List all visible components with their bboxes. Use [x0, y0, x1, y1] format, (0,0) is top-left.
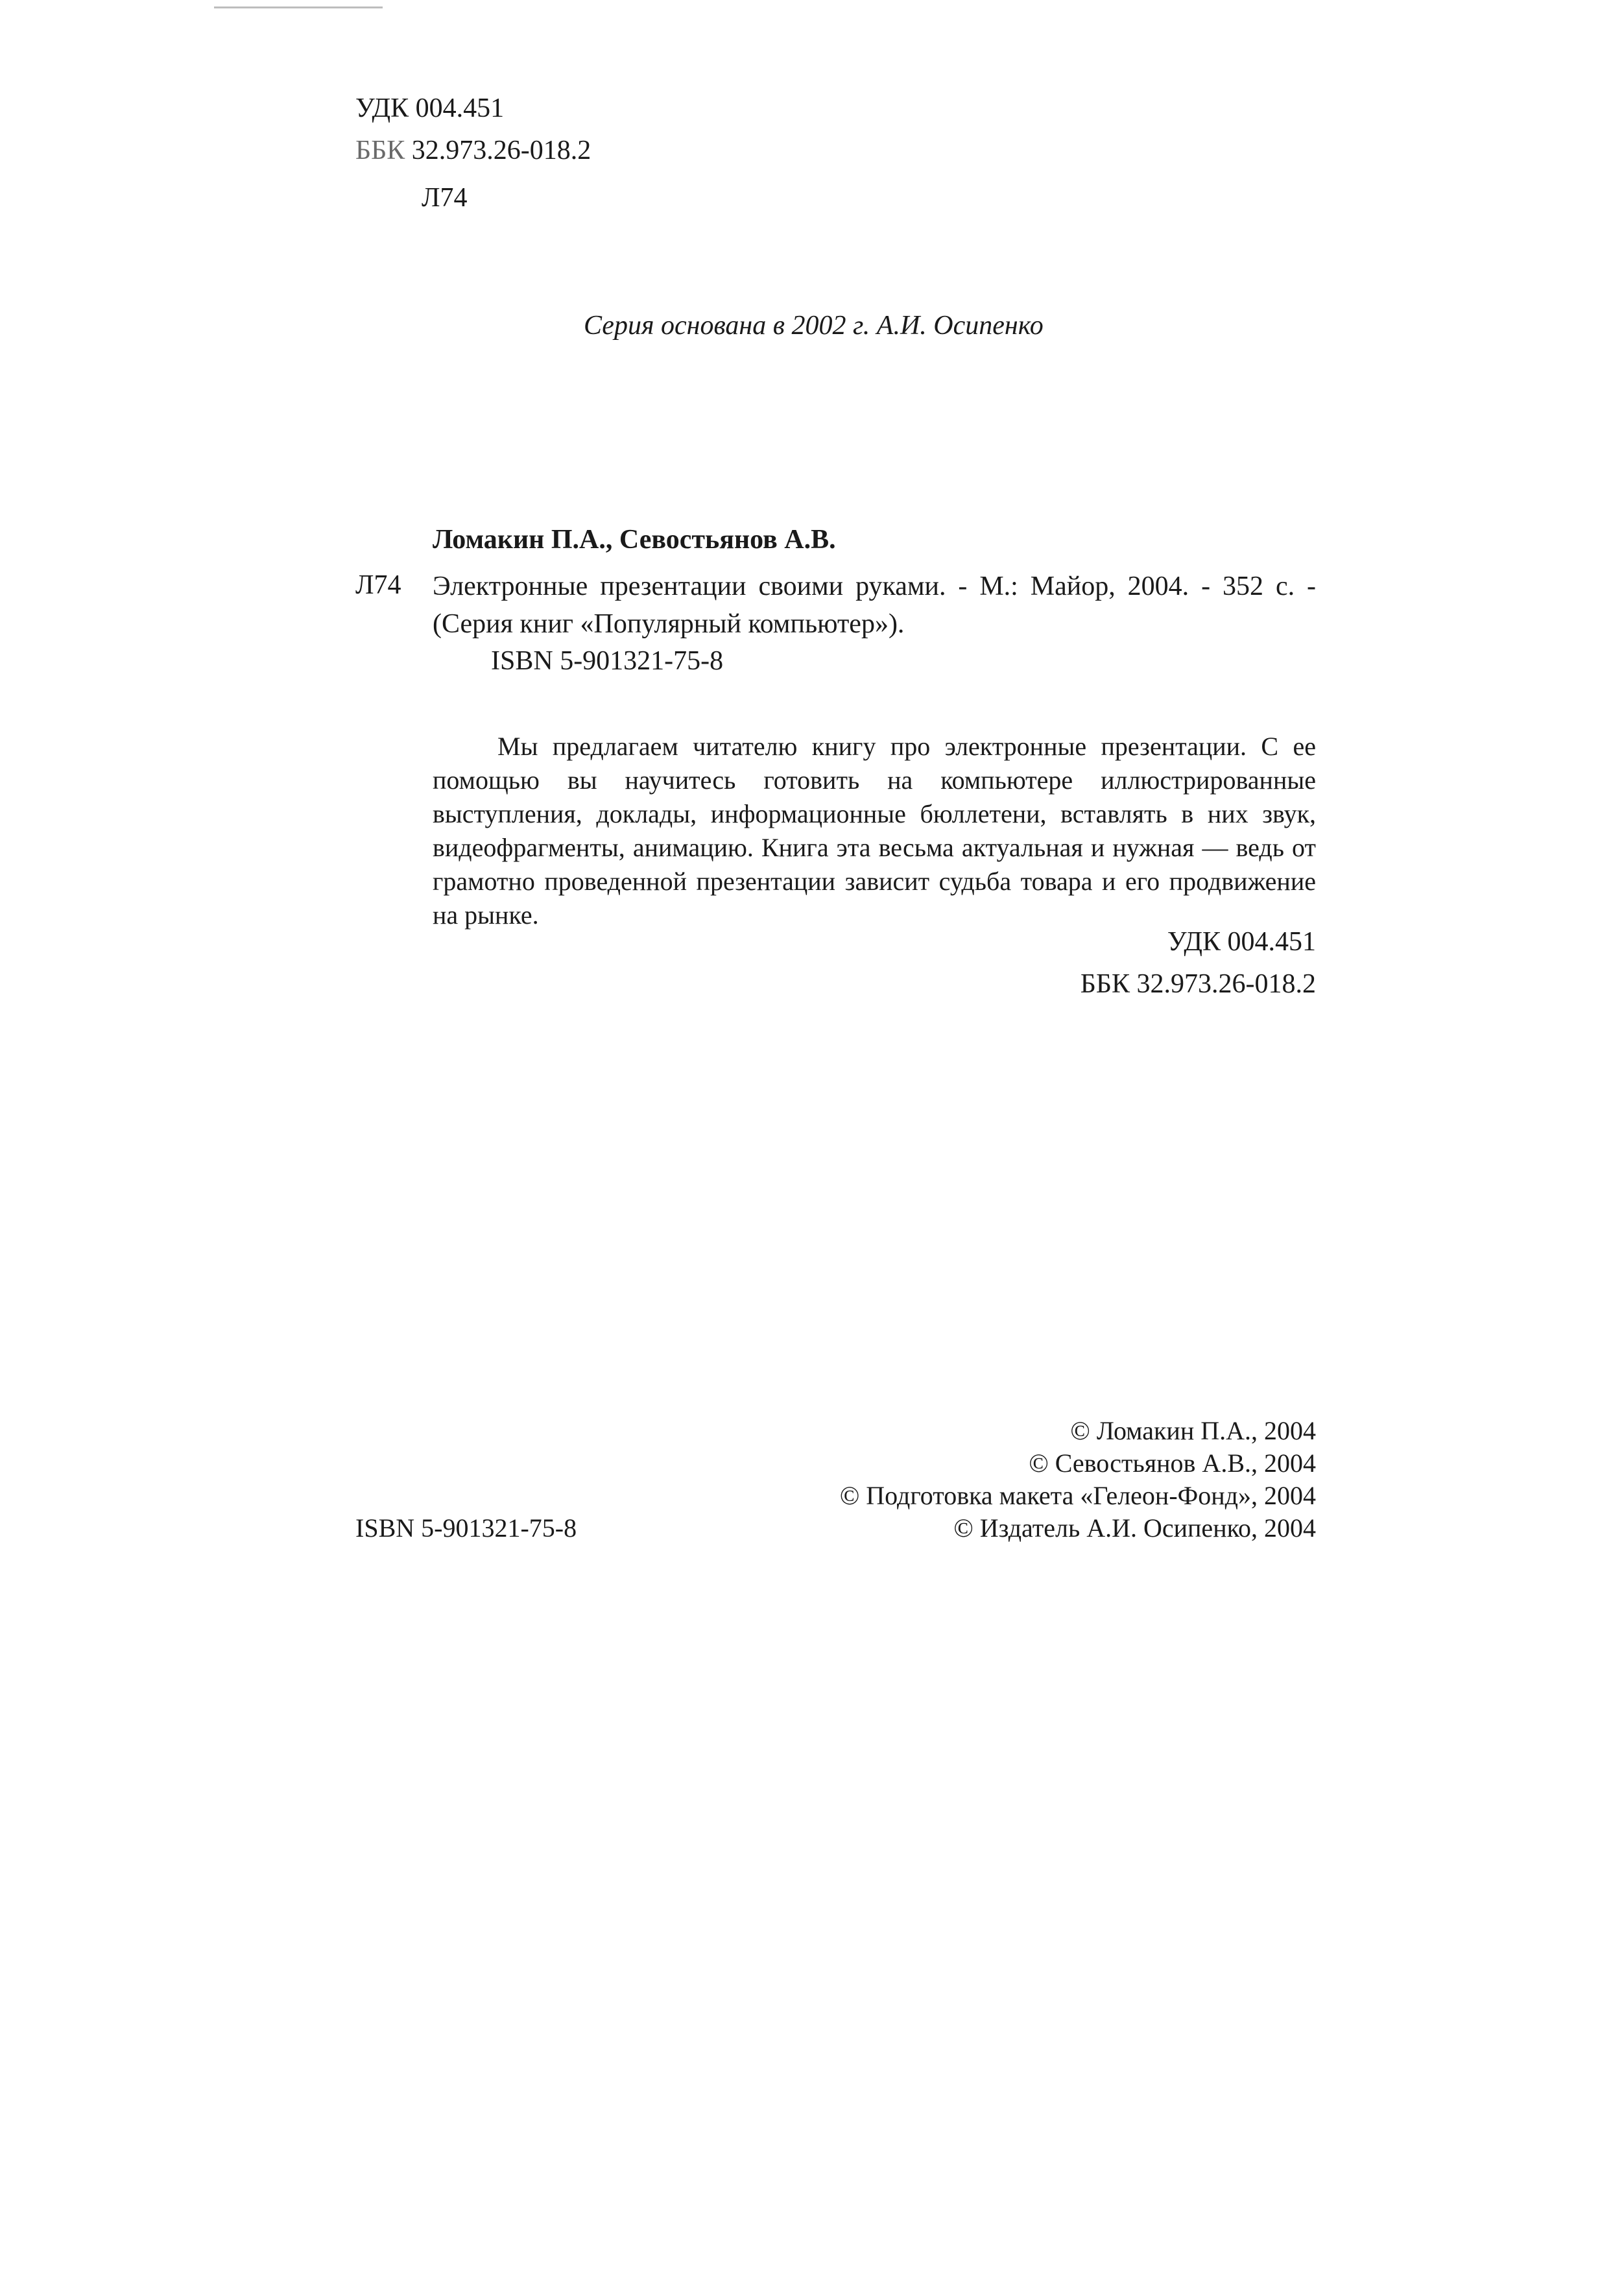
copyright-line-4: © Издатель А.И. Осипенко, 2004 — [953, 1513, 1316, 1543]
record-authors: Ломакин П.А., Севостьянов А.В. — [433, 525, 836, 555]
bbk-label: ББК — [355, 136, 405, 165]
bbk-line — [355, 133, 591, 169]
udk-code: 004.451 — [415, 93, 505, 123]
record-description: Электронные презентации своими руками. - М.: Майор, 2004. - 352 с. - (Серия книг «Популярный компьютер»). — [433, 571, 1316, 639]
record-isbn: ISBN 5-901321-75-8 — [491, 646, 724, 676]
copyright-line-1: © Ломакин П.А., 2004 — [1070, 1416, 1316, 1445]
record-bbk: ББК 32.973.26-018.2 — [1080, 969, 1316, 999]
author-sign: Л74 — [422, 183, 468, 213]
abstract-text: Мы предлагаем читателю книгу про электронные презентации. С ее помощью вы научитесь готовить на компьютере иллюстрированные выступления, доклады, информационные бюллетени, вставлять в них звук, видеофрагменты, анимацию. Книга эта весьма актуальная и нужная — ведь от грамотно проведенной презентации зависит судьба товара и его продвижение на рынке. — [433, 732, 1316, 930]
series-note: Серия основана в 2002 г. А.И. Осипенко — [584, 311, 1044, 341]
footer-isbn: ISBN 5-901321-75-8 — [355, 1513, 577, 1543]
record-sign: Л74 — [355, 570, 401, 600]
record-udk: УДК 004.451 — [1167, 927, 1316, 957]
bbk-code: 32.973.26-018.2 — [411, 136, 591, 165]
udk-label: УДК — [355, 93, 409, 123]
copyright-line-2: © Севостьянов А.В., 2004 — [1029, 1449, 1316, 1478]
copyright-line-3: © Подготовка макета «Гелеон-Фонд», 2004 — [839, 1481, 1316, 1510]
scan-artifact-line — [214, 6, 383, 8]
udk-line — [355, 91, 504, 126]
